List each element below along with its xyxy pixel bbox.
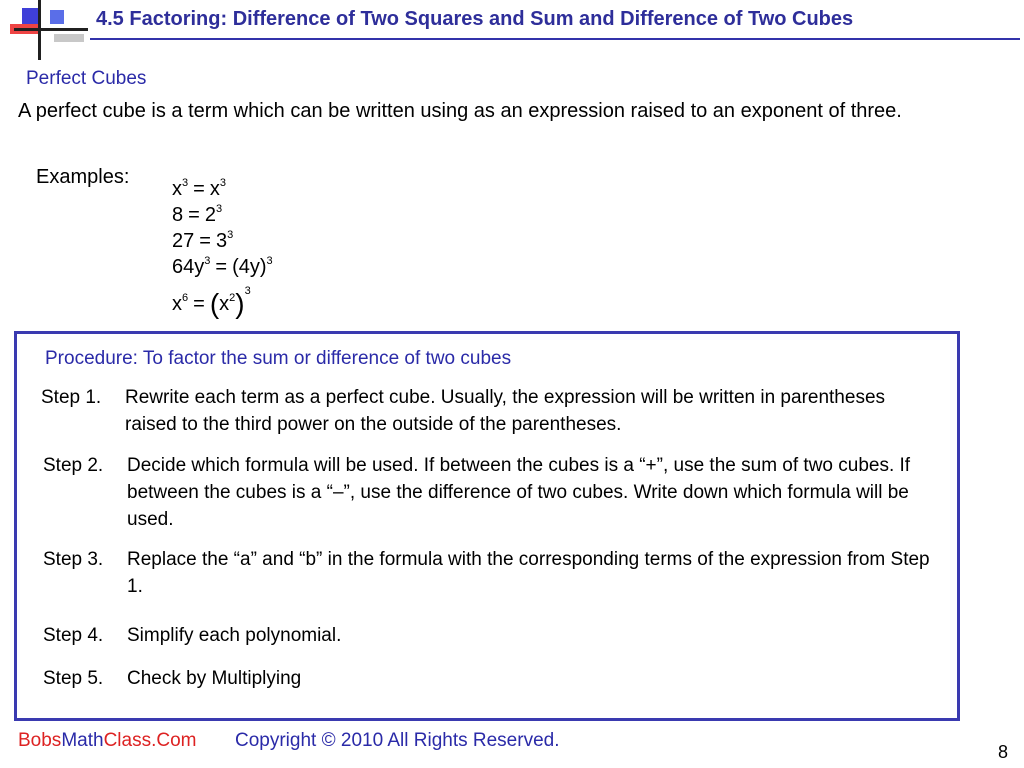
step-label: Step 4. xyxy=(43,625,104,646)
example-lhs-exponent: 3 xyxy=(204,255,211,267)
procedure-step xyxy=(43,546,943,600)
example-rhs: x xyxy=(209,178,220,200)
example-line xyxy=(172,248,273,278)
brand-part-math: Math xyxy=(61,730,104,751)
example-lhs-exponent: 6 xyxy=(182,292,189,304)
equals-sign: = xyxy=(199,230,211,252)
definition-text: A perfect cube is a term which can be written using as an expression raised to an exponent of three. xyxy=(18,100,902,122)
example-outer-exponent: 3 xyxy=(244,285,251,297)
example-rhs-exponent: 3 xyxy=(227,229,234,241)
equals-sign: = xyxy=(193,178,205,200)
example-lhs: 64y xyxy=(172,256,205,278)
procedure-step xyxy=(43,452,943,533)
example-lhs: x xyxy=(172,293,182,315)
page-number: 8 xyxy=(998,742,1009,762)
example-rhs-exponent: 3 xyxy=(215,203,223,215)
step-label: Step 1. xyxy=(41,387,102,408)
example-rhs: (4y) xyxy=(232,256,267,278)
step-text: Simplify each polynomial. xyxy=(127,625,342,646)
brand-part-class: Class.Com xyxy=(103,730,197,751)
example-line xyxy=(172,222,273,252)
example-lhs: 27 xyxy=(172,230,195,252)
slide-title: 4.5 Factoring: Difference of Two Squares and Sum and Difference of Two Cubes xyxy=(96,8,854,30)
examples-label: Examples: xyxy=(36,166,130,188)
procedure-box xyxy=(14,331,960,721)
equals-sign: = xyxy=(193,293,205,315)
logo-blue-square-small xyxy=(50,10,64,24)
example-line xyxy=(172,274,273,319)
step-label: Step 2. xyxy=(43,455,104,476)
step-text: Rewrite each term as a perfect cube. Usually, the expression will be written in parentheses raised to the third power on the outside of the parentheses. xyxy=(125,387,886,435)
procedure-step xyxy=(43,665,943,692)
procedure-step xyxy=(43,622,943,649)
logo-horizontal-line xyxy=(14,28,88,31)
step-text: Decide which formula will be used. If between the cubes is a “+”, use the sum of two cubes. If between the cubes is a “–”, use the difference of two cubes. Write down which formula will be used. xyxy=(127,455,911,530)
footer-copyright: Copyright © 2010 All Rights Reserved. xyxy=(235,730,560,751)
example-lhs: x xyxy=(172,178,182,200)
open-paren: ( xyxy=(209,288,220,319)
slide-logo xyxy=(8,0,88,62)
example-lhs-exponent: 3 xyxy=(182,177,189,189)
close-paren: ) xyxy=(235,288,245,319)
step-label: Step 5. xyxy=(43,668,104,689)
equals-sign: = xyxy=(215,256,228,278)
procedure-heading: Procedure: To factor the sum or difference of two cubes xyxy=(45,348,512,369)
example-line xyxy=(172,196,273,226)
section-heading: Perfect Cubes xyxy=(26,68,147,89)
step-text: Check by Multiplying xyxy=(127,668,302,689)
example-lhs: 8 xyxy=(172,204,184,226)
step-label: Step 3. xyxy=(43,549,104,570)
logo-grey-bar xyxy=(54,34,84,42)
step-text: Replace the “a” and “b” in the formula with the corresponding terms of the expression from Step 1. xyxy=(127,549,930,597)
example-rhs: 2 xyxy=(204,204,216,226)
example-inner-exponent: 2 xyxy=(229,292,236,304)
brand-part-bobs: Bobs xyxy=(18,730,62,751)
example-line xyxy=(172,170,273,200)
procedure-step xyxy=(41,384,941,438)
examples-list xyxy=(172,170,273,319)
example-inner-base: x xyxy=(219,293,230,315)
equals-sign: = xyxy=(188,204,200,226)
footer-brand-link[interactable] xyxy=(18,730,196,752)
example-rhs-exponent: 3 xyxy=(219,177,226,189)
example-rhs: 3 xyxy=(215,230,228,252)
example-rhs-exponent: 3 xyxy=(266,255,273,267)
title-underline xyxy=(90,38,1020,40)
